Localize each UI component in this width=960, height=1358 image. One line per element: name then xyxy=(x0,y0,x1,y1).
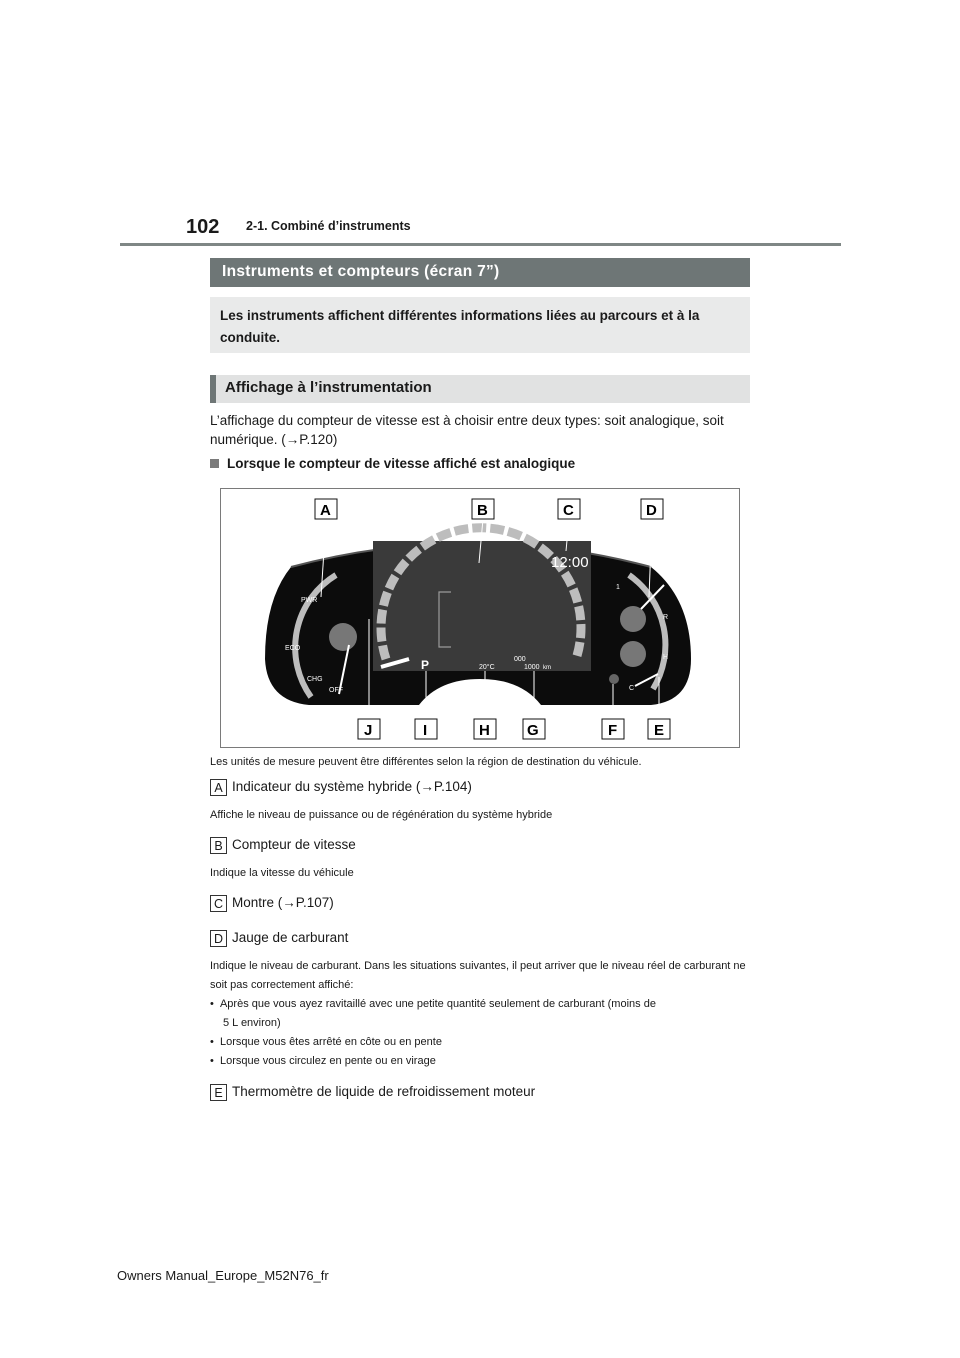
header-rule xyxy=(120,243,841,246)
callout-e: E xyxy=(654,722,665,739)
callout-j: J xyxy=(364,722,373,739)
section-title-bar: Instruments et compteurs (écran 7”) xyxy=(210,258,750,287)
fuel-r-label: R xyxy=(663,614,669,621)
page-number: 102 xyxy=(186,216,220,238)
item-badge-a: A xyxy=(210,779,227,796)
chapter-title: 2-1. Combiné d’instruments xyxy=(246,219,411,233)
callout-a: A xyxy=(320,502,331,519)
item-label-a: Indicateur du système hybride (→P.104) xyxy=(232,779,472,795)
bullet-text-2: Lorsque vous êtes arrêté en côte ou en pente xyxy=(219,1036,442,1048)
small-reset-knob xyxy=(609,674,619,684)
cluster-illustration xyxy=(221,489,739,747)
temp-c-label: C xyxy=(629,685,635,692)
trip-meter: 000 xyxy=(514,656,526,663)
eco-label: ECO xyxy=(285,645,301,652)
item-label-c: Montre (→P.107) xyxy=(232,895,334,911)
bullet-2: • Lorsque vous êtes arrêté en côte ou en pente xyxy=(210,1036,442,1048)
fuel-full-label: 1 xyxy=(616,584,620,591)
item-badge-d: D xyxy=(210,930,227,947)
item-label-d: Jauge de carburant xyxy=(232,930,349,946)
item-e xyxy=(210,1084,535,1101)
temp-gauge-knob xyxy=(620,641,646,667)
item-desc-b: Indique la vitesse du véhicule xyxy=(210,867,354,879)
temp-h-label: H xyxy=(663,654,669,661)
figure-caption: Les unités de mesure peuvent être différentes selon la région de destination du véhicule. xyxy=(210,756,642,768)
callout-i: I xyxy=(423,722,428,739)
item-label-b: Compteur de vitesse xyxy=(232,837,356,853)
item-b xyxy=(210,837,356,854)
item-badge-b: B xyxy=(210,837,227,854)
callout-d: D xyxy=(646,502,657,519)
footer-doc-id: Owners Manual_Europe_M52N76_fr xyxy=(117,1268,329,1283)
callout-h: H xyxy=(479,722,490,739)
item-label-e: Thermomètre de liquide de refroidissement moteur xyxy=(232,1084,536,1100)
off-label: OFF xyxy=(329,687,343,694)
item-d xyxy=(210,930,348,947)
clock-display: 12:00 xyxy=(551,554,589,571)
bullet-3: • Lorsque vous circulez en pente ou en virage xyxy=(210,1055,436,1067)
bullet-1: • Après que vous ayez ravitaillé avec une petite quantité seulement de carburant (moins de xyxy=(210,998,656,1010)
subsection-heading: Affichage à l’instrumentation xyxy=(210,375,750,403)
item-desc-a: Affiche le niveau de puissance ou de régénération du système hybride xyxy=(210,809,553,821)
callout-b: B xyxy=(477,502,488,519)
item-c xyxy=(210,895,334,912)
fuel-gauge-knob xyxy=(620,606,646,632)
odometer: 1000 xyxy=(524,664,540,671)
callout-f: F xyxy=(608,722,618,739)
hybrid-gauge-knob xyxy=(329,623,357,651)
square-bullet-icon xyxy=(210,459,219,468)
pwr-label: PWR xyxy=(301,597,318,604)
outside-temp: 20°C xyxy=(479,664,495,671)
callout-g: G xyxy=(527,722,539,739)
odometer-unit: km xyxy=(543,665,551,671)
bullet-text-3: Lorsque vous circulez en pente ou en virage xyxy=(219,1055,436,1067)
bullet-text-1: Après que vous ayez ravitaillé avec une petite quantité seulement de carburant (moins de xyxy=(219,998,656,1010)
figure-heading xyxy=(210,456,575,471)
gear-indicator: P xyxy=(421,658,430,672)
item-a xyxy=(210,779,472,796)
figure-heading-text: Lorsque le compteur de vitesse affiché est analogique xyxy=(227,456,576,471)
intro-paragraph: L’affichage du compteur de vitesse est à choisir entre deux types: soit analogique, soit numérique. (→P.120) xyxy=(210,413,724,447)
item-desc-d: Indique le niveau de carburant. Dans les situations suivantes, il peut arriver que le niveau réel de carburant ne soit pas correctement affiché: xyxy=(210,960,746,991)
callout-c: C xyxy=(563,502,574,519)
chg-label: CHG xyxy=(307,676,323,683)
item-badge-e: E xyxy=(210,1084,227,1101)
intro-box: Les instruments affichent différentes informations liées au parcours et à la conduite. xyxy=(210,297,750,353)
instrument-cluster-figure xyxy=(220,488,740,748)
bullet-1-cont: 5 L environ) xyxy=(223,1017,281,1029)
item-badge-c: C xyxy=(210,895,227,912)
